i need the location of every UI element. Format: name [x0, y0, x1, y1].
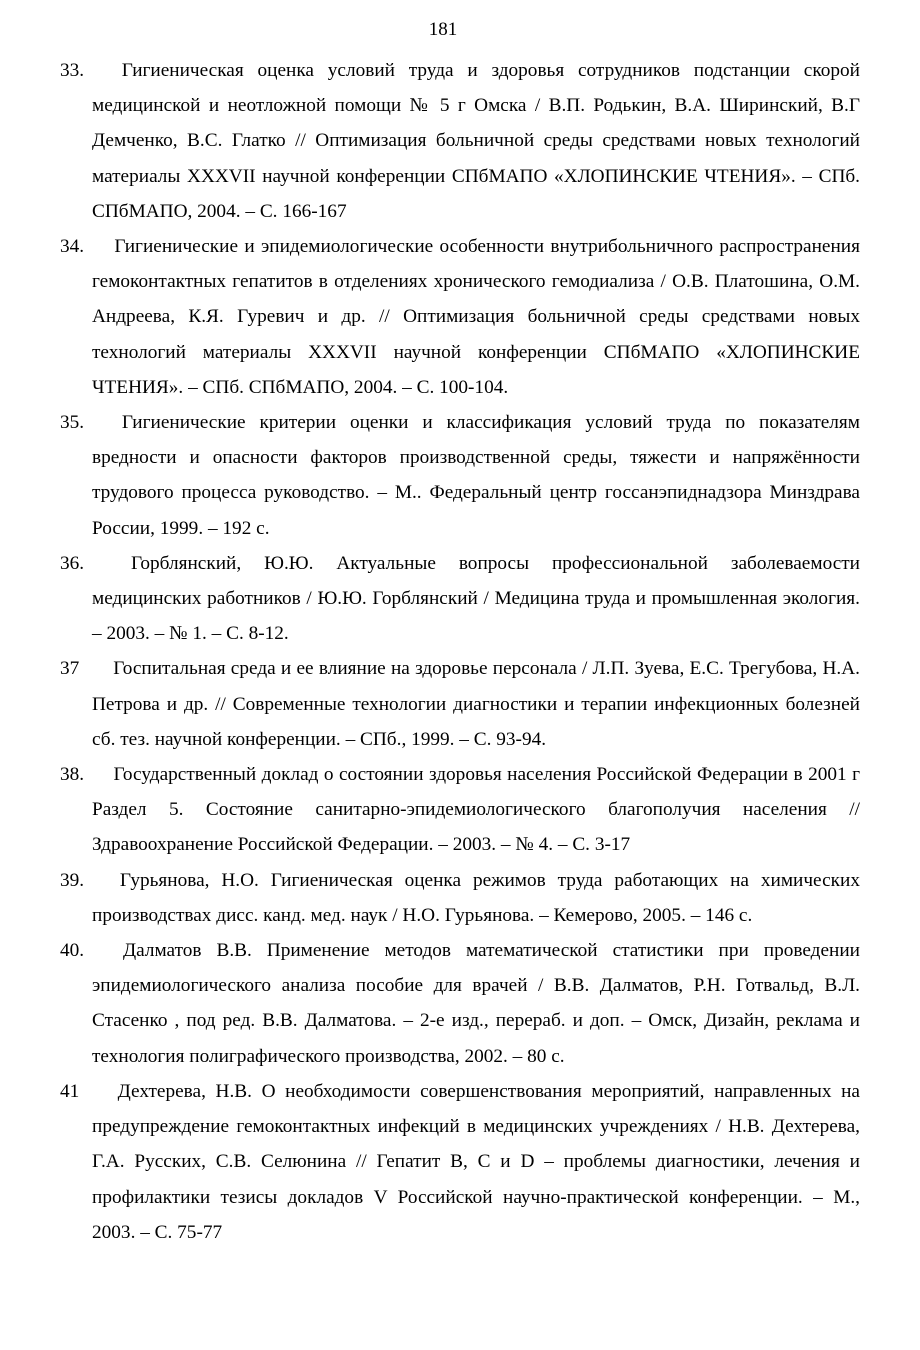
reference-text: Далматов В.В. Применение методов математической статистики при проведении эпидемиологического анализа пособие для врачей / В.В. Далматов, Р.Н. Готвальд, В.Л. Стасенко , под ред. В.В. Далматова. – 2-е изд., перераб. и доп. – Омск, Дизайн, реклама и технология полиграфического производства, 2002. – 80 с.: [92, 940, 860, 1067]
reference-item: [58, 1074, 860, 1250]
reference-number: 40.: [60, 940, 85, 962]
reference-item: [58, 53, 860, 229]
reference-text: Гигиенические и эпидемиологические особенности внутрибольничного распространения гемоконтактных гепатитов в отделениях хронического гемодиализа / О.В. Платошина, О.М. Андреева, К.Я. Гуревич и др. // Оптимизация больничной среды средствами новых технологий материалы XXXVII научной конференции СПбМАПО «ХЛОПИНСКИЕ ЧТЕНИЯ». – СПб. СПбМАПО, 2004. – С. 100-104.: [92, 236, 860, 398]
reference-text: Гигиеническая оценка условий труда и здоровья сотрудников подстанции скорой медицинской и неотложной помощи № 5 г Омска / В.П. Родькин, В.А. Ширинский, В.Г Демченко, В.С. Глатко // Оптимизация больничной среды средствами новых технологий материалы XXXVII научной конференции СПбМАПО «ХЛОПИНСКИЕ ЧТЕНИЯ». – СПб. СПбМАПО, 2004. – С. 166-167: [92, 60, 860, 222]
reference-text: Гурьянова, Н.О. Гигиеническая оценка режимов труда работающих на химических производствах дисс. канд. мед. наук / Н.О. Гурьянова. – Кемерово, 2005. – 146 с.: [92, 869, 860, 926]
reference-text: Дехтерева, Н.В. О необходимости совершенствования мероприятий, направленных на предупреждение гемоконтактных инфекций в медицинских учреждениях / Н.В. Дехтерева, Г.А. Русских, С.В. Селюнина // Гепатит В, С и D – проблемы диагностики, лечения и профилактики тезисы докладов V Российской научно-практической конференции. – М., 2003. – С. 75-77: [92, 1080, 860, 1243]
reference-item: [58, 933, 860, 1074]
reference-text: Гигиенические критерии оценки и классификация условий труда по показателям вредности и опасности факторов производственной среды, тяжести и напряжённости трудового процесса руководство. – М.. Федеральный центр госсанэпиднадзора Минздрава России, 1999. – 192 с.: [92, 412, 860, 539]
reference-text: Госпитальная среда и ее влияние на здоровье персонала / Л.П. Зуева, Е.С. Трегубова, Н.А. Петрова и др. // Современные технологии диагностики и терапии инфекционных болезней сб. тез. научной конференции. – СПб., 1999. – С. 93-94.: [92, 658, 860, 750]
reference-number: 33.: [60, 60, 85, 81]
reference-number: 38.: [60, 764, 85, 786]
reference-text: Горблянский, Ю.Ю. Актуальные вопросы профессиональной заболеваемости медицинских работников / Ю.Ю. Горблянский / Медицина труда и промышленная экология. – 2003. – № 1. – С. 8-12.: [92, 552, 860, 645]
page-number: 181: [428, 19, 458, 40]
reference-number: 39.: [60, 869, 85, 891]
reference-item: [58, 651, 860, 757]
reference-item: [58, 229, 860, 405]
reference-text: Государственный доклад о состоянии здоровья населения Российской Федерации в 2001 г Раздел 5. Состояние санитарно-эпидемиологического благополучия населения // Здравоохранение Российской Федерации. – 2003. – № 4. – С. 3-17: [92, 764, 860, 856]
reference-item: [58, 546, 860, 652]
reference-number: 41: [60, 1080, 80, 1102]
reference-number: 36.: [60, 552, 85, 574]
reference-item: [58, 757, 860, 863]
reference-number: 37: [60, 658, 80, 680]
reference-number: 35.: [60, 412, 85, 434]
reference-number: 34.: [60, 236, 85, 258]
reference-item: [58, 405, 860, 546]
reference-item: [58, 863, 860, 933]
reference-list: [58, 53, 860, 1250]
